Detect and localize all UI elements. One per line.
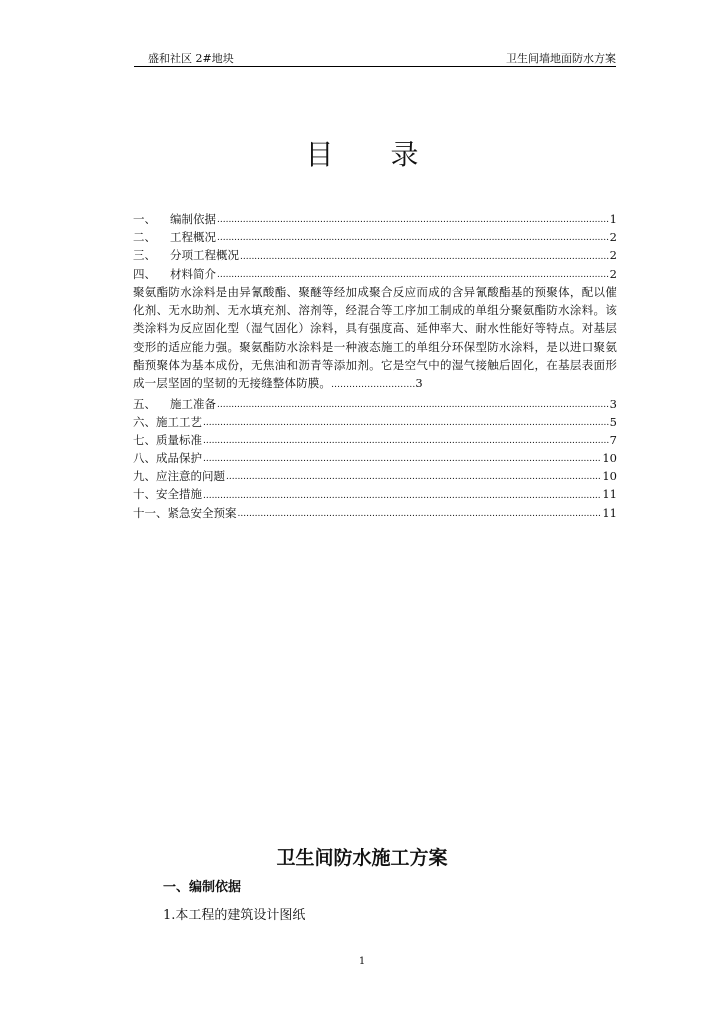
toc-entry-label: 施工准备: [170, 396, 216, 411]
toc-entry[interactable]: [133, 449, 617, 467]
table-of-contents: [133, 210, 617, 522]
toc-group-b: [133, 395, 617, 522]
toc-entry-label: 成品保护: [156, 451, 202, 466]
header-left-text: 盛和社区 2#地块: [148, 52, 234, 65]
toc-entry-page: 2: [609, 248, 617, 263]
toc-entry-number: 一、: [133, 211, 156, 226]
toc-entry-page: 11: [602, 505, 617, 520]
toc-entry-leader: [217, 395, 609, 413]
toc-entry-number: 三、: [133, 248, 156, 263]
toc-entry-number: 十一、: [133, 505, 168, 520]
page-number: 1: [358, 956, 366, 967]
toc-entry-leader: [217, 210, 609, 228]
toc-entry-page: 7: [609, 432, 617, 447]
toc-entry-page: 11: [602, 487, 617, 502]
toc-group-a: [133, 210, 617, 283]
toc-entry[interactable]: [133, 395, 617, 413]
toc-entry-page: 10: [602, 451, 617, 466]
toc-entry-page: 1: [609, 211, 617, 226]
toc-entry-leader: [240, 247, 609, 265]
toc-entry-page: 10: [602, 469, 617, 484]
toc-entry-number: 四、: [133, 266, 156, 281]
toc-entry[interactable]: [133, 504, 617, 522]
toc-entry[interactable]: [133, 228, 617, 246]
toc-entry-leader: [203, 486, 601, 504]
toc-entry[interactable]: [133, 467, 617, 485]
toc-paragraph-text: 聚氨酯防水涂料是由异氰酸酯、聚醚等经加成聚合反应而成的含异氰酸酯基的预聚体，配以催化剂、无水助剂、无水填充剂、溶剂等，经混合等工序加工制成的单组分聚氨酯防水涂料。该类涂料为反应固化型（湿气固化）涂料，具有强度高、延伸率大、耐水性能好等特点。对基层变形的适应能力强。聚氨酯防水涂料是一种液态施工的单组分环保型防水涂料，是以进口聚氨酯预聚体为基本成份，无焦油和沥青等添加剂。它是空气中的湿气接触后固化，在基层表面形成一层坚固的坚韧的无接缝整体防膜。: [133, 284, 617, 391]
toc-title: 目 录: [305, 138, 443, 171]
toc-paragraph-page: 3: [415, 376, 423, 391]
toc-entry-leader: [203, 449, 601, 467]
toc-entry-number: 八、: [133, 451, 156, 466]
toc-entry-number: 六、: [133, 414, 156, 429]
toc-entry-leader: [238, 504, 602, 522]
toc-paragraph-dots: ............................: [331, 380, 416, 391]
toc-entry[interactable]: [133, 210, 617, 228]
toc-entry-label: 编制依据: [170, 211, 216, 226]
toc-entry-label: 材料简介: [170, 266, 216, 281]
toc-entry-label: 应注意的问题: [156, 469, 225, 484]
document-title: 卫生间防水施工方案: [276, 847, 448, 869]
toc-entry-number: 五、: [133, 396, 156, 411]
toc-entry-page: 3: [609, 396, 617, 411]
toc-entry-label: 施工工艺: [156, 414, 202, 429]
toc-entry-number: 二、: [133, 230, 156, 245]
header-right-text: 卫生间墙地面防水方案: [506, 52, 616, 65]
toc-entry-page: 5: [609, 414, 617, 429]
toc-entry-label: 质量标准: [156, 432, 202, 447]
toc-entry-leader: [217, 265, 609, 283]
toc-entry-label: 工程概况: [170, 230, 216, 245]
header-divider: [134, 66, 616, 67]
toc-entry[interactable]: [133, 485, 617, 503]
toc-entry-page: 2: [609, 230, 617, 245]
section-heading: 一、编制依据: [163, 880, 242, 895]
toc-entry-leader: [203, 413, 609, 431]
toc-entry-label: 分项工程概况: [170, 248, 239, 263]
toc-entry-leader: [226, 467, 601, 485]
toc-entry-label: 安全措施: [156, 487, 202, 502]
toc-entry-leader: [217, 228, 609, 246]
toc-entry[interactable]: [133, 431, 617, 449]
toc-entry-page: 2: [609, 266, 617, 281]
toc-entry-leader: [203, 431, 609, 449]
section-item: 1.本工程的建筑设计图纸: [163, 908, 306, 923]
toc-entry-number: 十、: [133, 487, 156, 502]
toc-entry[interactable]: [133, 265, 617, 283]
toc-entry-paragraph[interactable]: [133, 283, 617, 395]
toc-entry-label: 紧急安全预案: [167, 505, 237, 520]
toc-entry[interactable]: [133, 413, 617, 431]
toc-entry-number: 九、: [133, 469, 156, 484]
toc-entry-number: 七、: [133, 432, 156, 447]
toc-entry[interactable]: [133, 246, 617, 264]
